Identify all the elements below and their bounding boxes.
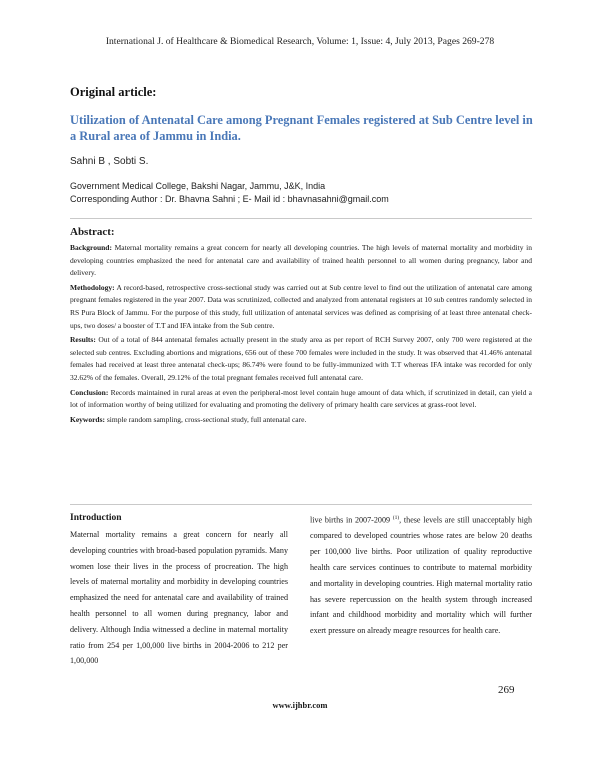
results-label: Results: bbox=[70, 335, 96, 345]
methodology-label: Methodology: bbox=[70, 282, 115, 292]
corresponding-author: Corresponding Author : Dr. Bhavna Sahni ; E- Mail id : bhavnasahni@gmail.com bbox=[70, 193, 389, 204]
background-text: Maternal mortality remains a great concern for nearly all developing countries. The high levels of maternal mortality and morbidity in developing countries emphasized the need for antenatal care and availability of trained health personnel to all women during pregnancy, labor and delivery. bbox=[70, 243, 532, 278]
body-columns bbox=[70, 511, 532, 669]
keywords-text: simple random sampling, cross-sectional study, full antenatal care. bbox=[106, 414, 307, 424]
affiliation: Government Medical College, Bakshi Nagar, Jammu, J&K, India bbox=[70, 181, 326, 191]
intro-right-pre: live births in 2007-2009 bbox=[310, 515, 391, 525]
abstract-background bbox=[70, 242, 532, 280]
page-number: 269 bbox=[498, 684, 515, 696]
keywords-label: Keywords: bbox=[70, 414, 105, 424]
conclusion-label: Conclusion: bbox=[70, 387, 109, 397]
affiliation-block bbox=[70, 180, 389, 205]
introduction-text-left: Maternal mortality remains a great concern for nearly all developing countries with broad-based population pyramids. Many women lose their lives in the process of procreation. The high levels of maternal mortality and morbidity in developing countries emphasized the need for antenatal care and availability of trained health personnel to all women during pregnancy, labor and delivery. Although India witnessed a decline in maternal mortality ratio from 254 per 1,00,000 live births in 2004-2006 to 212 per 1,00,000 bbox=[70, 530, 288, 666]
abstract-heading: Abstract: bbox=[70, 226, 115, 238]
abstract-keywords bbox=[70, 414, 532, 427]
abstract bbox=[70, 226, 532, 428]
right-column bbox=[310, 511, 532, 669]
conclusion-text: Records maintained in rural areas at even the peripheral-most level contain huge amount of data which, if scrutinized in detail, can yield a lot of information worthy of being utilized for evaluating and promoting the delivery of primary health care services at grass-root level. bbox=[70, 387, 533, 410]
background-label: Background: bbox=[70, 243, 112, 252]
article-type: Original article: bbox=[70, 85, 157, 99]
reference-marker: (1) bbox=[392, 515, 400, 521]
intro-right-post: , these levels are still unacceptably high compared to developed countries whose rates are below 20 deaths per 100,000 live births. Poor utilization of quality reproductive health care services continues to contribute to maternal morbidity and mortality in developing countries. High maternal mortality ratio has severe repercussion on the health system through increased infant and childhood morbidity and mortality which will further exert pressure on already meagre resources for health care. bbox=[310, 515, 533, 636]
abstract-methodology bbox=[70, 282, 532, 332]
journal-header: International J. of Healthcare & Biomedical Research, Volume: 1, Issue: 4, July 2013, Pages 269-278 bbox=[105, 36, 495, 47]
divider-bottom bbox=[70, 504, 532, 505]
authors: Sahni B , Sobti S. bbox=[70, 156, 149, 167]
footer-url: www.ijhbr.com bbox=[272, 700, 328, 710]
introduction-heading: Introduction bbox=[70, 513, 122, 523]
left-column bbox=[70, 511, 288, 669]
abstract-results bbox=[70, 334, 532, 384]
article-title: Utilization of Antenatal Care among Pregnant Females registered at Sub Centre level in a Rural area of Jammu in India. bbox=[70, 113, 533, 143]
methodology-text: A record-based, retrospective cross-sectional study was carried out at Sub centre level to find out the utilization of antenatal care among pregnant females registered in the year 2007. Data was scrutinized, collected and analyzed from antenatal registers at 10 sub centres randomly selected in RS Pura Block of Jammu. For the purpose of this study, full utilization of antenatal services was defined as comprising of at least three antenatal check-ups, two doses/ a booster of T.T and IFA intake from the Sub centre. bbox=[70, 282, 532, 330]
abstract-conclusion bbox=[70, 387, 532, 412]
introduction-text-right bbox=[310, 511, 532, 639]
divider-top bbox=[70, 218, 532, 219]
results-text: Out of a total of 844 antenatal females actually present in the study area as per report of RCH Survey 2007, only 700 were registered at the selected sub centres. Excluding abortions and migrations, 656 out of these 700 females were included in the study. It was observed that 41.46% antenatal females had received at least three antenatal check-ups; 86.74% were found to be fully-immunized with T.T whereas IFA intake was recorded for only 32.62% of the females. Overall, 29.12% of the total pregnant females received full antenatal care. bbox=[70, 335, 532, 382]
